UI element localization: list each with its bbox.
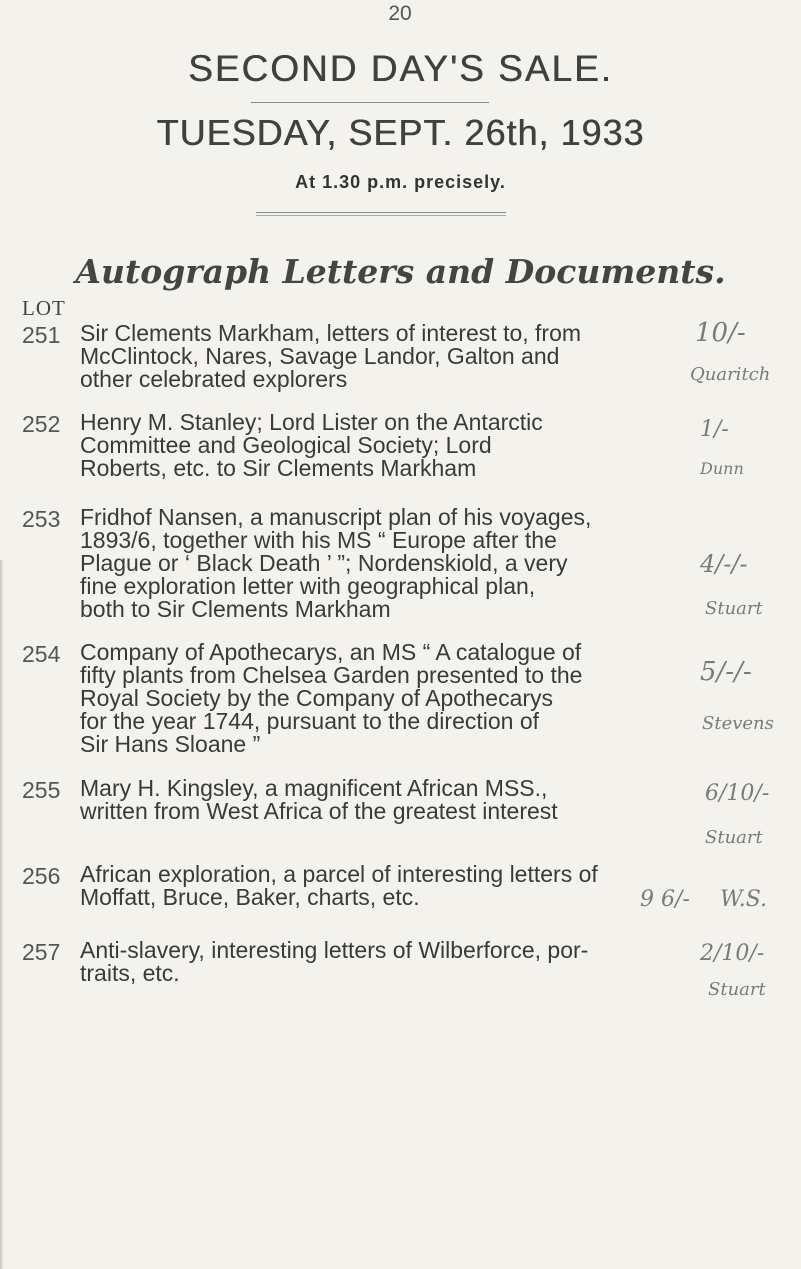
handwritten-buyer: Stuart xyxy=(705,598,763,619)
lot-description-line: Committee and Geological Society; Lord xyxy=(80,432,492,458)
lot-description xyxy=(80,777,680,823)
lot-description xyxy=(80,322,680,391)
lot-description-line: 1893/6, together with his MS “ Europe after the xyxy=(80,527,557,553)
section-heading: Autograph Letters and Documents. xyxy=(75,252,726,291)
handwritten-buyer: Stuart xyxy=(708,979,766,1000)
lot-number: 254 xyxy=(22,641,61,667)
handwritten-price: 5/-/- xyxy=(700,657,752,687)
sale-time: At 1.30 p.m. precisely. xyxy=(295,172,506,192)
lot-number: 257 xyxy=(22,939,61,965)
lot-description-line: traits, etc. xyxy=(80,960,180,986)
lot-description xyxy=(80,506,680,621)
handwritten-buyer: Stuart xyxy=(705,827,763,848)
lot-description-line: Sir Hans Sloane ” xyxy=(80,731,261,757)
lot-description xyxy=(80,863,680,909)
lot-number: 253 xyxy=(22,506,61,532)
lot-column-heading: LOT xyxy=(22,296,66,320)
lot-number: 256 xyxy=(22,863,61,889)
lot-description-line: Moffatt, Bruce, Baker, charts, etc. xyxy=(80,884,420,910)
lot-number: 252 xyxy=(22,411,61,437)
handwritten-price: 4/-/- xyxy=(700,550,748,578)
title-divider xyxy=(251,102,489,103)
handwritten-buyer: Stevens xyxy=(702,713,774,734)
lot-number: 251 xyxy=(22,322,61,348)
lot-description-line: Roberts, etc. to Sir Clements Markham xyxy=(80,455,477,481)
lot-description-line: Anti-slavery, interesting letters of Wilberforce, por- xyxy=(80,937,589,963)
sale-date: TUESDAY, SEPT. 26th, 1933 xyxy=(156,112,645,153)
lot-description xyxy=(80,939,680,985)
lot-description-line: McClintock, Nares, Savage Landor, Galton and xyxy=(80,343,560,369)
lot-description xyxy=(80,411,680,480)
lot-description xyxy=(80,641,680,756)
page-edge-shadow xyxy=(0,560,4,1269)
lot-description-line: for the year 1744, pursuant to the direction of xyxy=(80,708,540,734)
lot-description-line: written from West Africa of the greatest interest xyxy=(80,798,558,824)
lot-description-line: African exploration, a parcel of interesting letters of xyxy=(80,861,598,887)
handwritten-price: 9 6/- xyxy=(640,887,690,912)
lot-number: 255 xyxy=(22,777,61,803)
page-number: 20 xyxy=(388,2,412,25)
handwritten-buyer: Dunn xyxy=(700,459,744,478)
handwritten-price: 6/10/- xyxy=(705,781,770,806)
lot-description-line: Sir Clements Markham, letters of interest to, from xyxy=(80,320,582,346)
lot-description-line: fifty plants from Chelsea Garden presented to the xyxy=(80,662,583,688)
header-divider-secondary xyxy=(256,215,506,216)
handwritten-buyer: Quaritch xyxy=(690,364,771,385)
lot-description-line: Royal Society by the Company of Apothecarys xyxy=(80,685,554,711)
lot-description-line: Henry M. Stanley; Lord Lister on the Antarctic xyxy=(80,409,543,435)
handwritten-buyer: W.S. xyxy=(720,887,768,912)
lot-description-line: Company of Apothecarys, an MS “ A catalogue of xyxy=(80,639,582,665)
header-divider xyxy=(256,212,506,213)
sale-title: SECOND DAY'S SALE. xyxy=(188,48,613,89)
lot-description-line: Mary H. Kingsley, a magnificent African MSS., xyxy=(80,775,548,801)
lot-description-line: Fridhof Nansen, a manuscript plan of his voyages, xyxy=(80,504,592,530)
lot-description-line: fine exploration letter with geographical plan, xyxy=(80,573,536,599)
handwritten-price: 2/10/- xyxy=(700,941,765,966)
handwritten-price: 10/- xyxy=(695,318,746,348)
lot-description-line: other celebrated explorers xyxy=(80,366,348,392)
lot-description-line: both to Sir Clements Markham xyxy=(80,596,391,622)
handwritten-price: 1/- xyxy=(700,417,729,442)
lot-description-line: Plague or ‘ Black Death ’ ”; Nordenskiold, a very xyxy=(80,550,568,576)
